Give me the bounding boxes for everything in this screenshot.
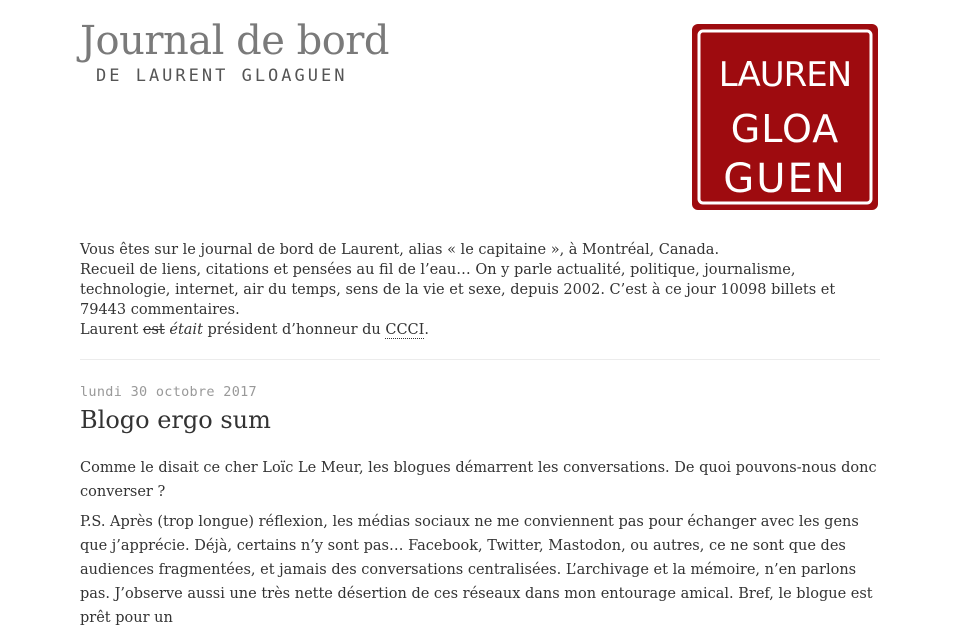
logo-line-2: GLOA (730, 107, 840, 151)
site-subtitle: DE LAURENT GLOAGUEN (96, 66, 348, 86)
intro-italic-word: était (169, 322, 203, 338)
intro-name: Laurent (80, 322, 139, 338)
post (80, 384, 880, 630)
post-date: lundi 30 octobre 2017 (80, 384, 257, 400)
post-paragraph: Comme le disait ce cher Loïc Le Meur, les blogues démarrent les conversations. De quoi pouvons-nous donc converser ? (80, 460, 877, 500)
intro-period: . (424, 322, 429, 338)
divider (80, 359, 880, 360)
post-paragraph: P.S. Après (trop longue) réflexion, les médias sociaux ne me conviennent pas pour échanger avec les gens que j’apprécie. Déjà, certains n’y sont pas… Facebook, Twitter, Mastodon, ou autres, ce ne sont que des audiences fragmentées, et jamais des conversations centralisées. L’archivage et la mémoire, n’en parlons pas. J’observe aussi une très nette désertion de ces réseaux dans mon entourage amical. Bref, le blogue est prêt pour un (80, 514, 873, 626)
post-title-link[interactable]: Blogo ergo sum (80, 406, 271, 434)
intro-line-1: Vous êtes sur le journal de bord de Laurent, alias « le capitaine », à Montréal, Canada. (80, 242, 720, 258)
site-intro (80, 240, 880, 340)
logo-line-1: LAUREN (718, 55, 852, 95)
intro-role: président d’honneur du (207, 322, 381, 338)
post-body (80, 456, 880, 630)
logo-line-3: GUEN (723, 156, 847, 202)
logo-stamp[interactable] (692, 24, 878, 210)
page (80, 0, 880, 630)
intro-line-3 (80, 320, 880, 340)
ccci-abbr[interactable]: CCCI (385, 322, 425, 338)
intro-line-2: Recueil de liens, citations et pensées au fil de l’eau… On y parle actualité, politique, journalisme, technologie, internet, air du temps, sens de la vie et sexe, depuis 2002. C’est à ce jour 10098 billets et 79443 commentaires. (80, 262, 836, 318)
site-title-link[interactable]: Journal de bord (80, 18, 390, 64)
site-header (80, 0, 880, 240)
intro-struck-word: est (142, 322, 165, 338)
logo-svg (692, 24, 878, 210)
